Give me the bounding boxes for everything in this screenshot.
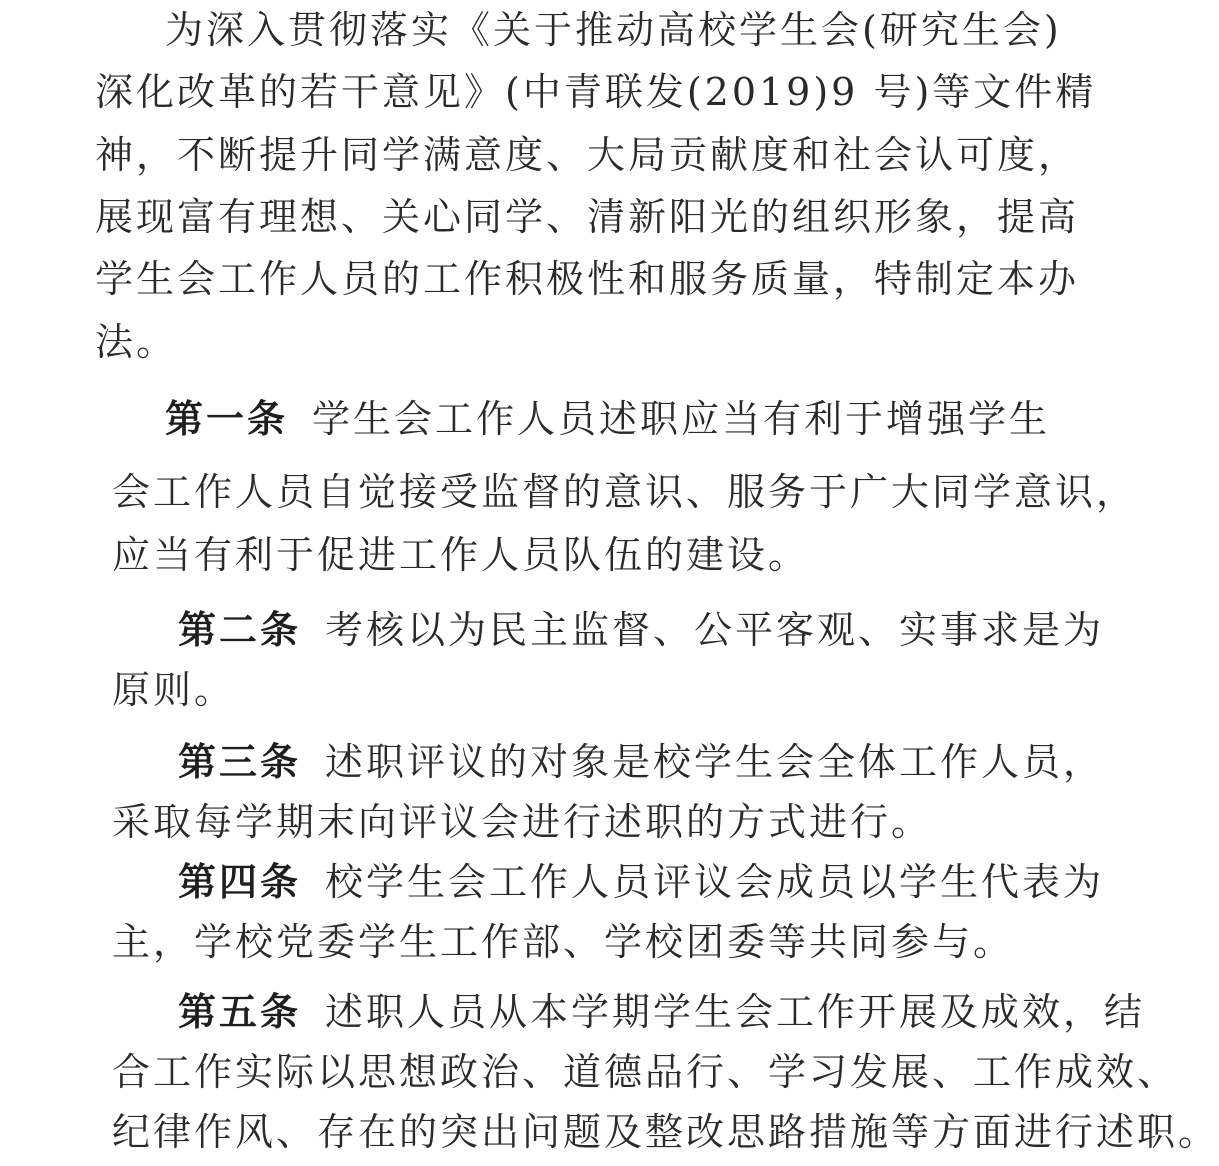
article-heading: 第一条	[165, 396, 289, 441]
article-heading: 第二条	[178, 607, 302, 652]
article-text: 校学生会工作人员评议会成员以学生代表为	[325, 860, 1105, 904]
article-line: 原则。	[112, 668, 236, 712]
article-text: 学生会工作人员述职应当有利于增强学生	[312, 397, 1051, 441]
article-line: 纪律作风、存在的突出问题及整改思路措施等方面进行述职。	[112, 1110, 1219, 1154]
article-first-line	[178, 608, 1104, 652]
intro-line: 法。	[95, 320, 178, 364]
intro-line: 学生会工作人员的工作积极性和服务质量，特制定本办	[95, 257, 1080, 301]
intro-line: 为深入贯彻落实《关于推动高校学生会(研究生会)	[165, 8, 1062, 52]
article-heading: 第三条	[178, 739, 302, 784]
article-first-line	[178, 990, 1145, 1034]
article-first-line	[178, 860, 1104, 904]
article-line: 主，学校党委学生工作部、学校团委等共同参与。	[112, 920, 1015, 964]
article-first-line	[178, 740, 1104, 784]
intro-line: 神，不断提升同学满意度、大局贡献度和社会认可度，	[95, 133, 1080, 177]
article-text: 述职人员从本学期学生会工作开展及成效，结	[325, 990, 1146, 1034]
article-heading: 第四条	[178, 859, 302, 904]
article-line: 会工作人员自觉接受监督的意识、服务于广大同学意识，	[112, 470, 1138, 514]
article-text: 考核以为民主监督、公平客观、实事求是为	[325, 608, 1105, 652]
article-line: 合工作实际以思想政治、道德品行、学习发展、工作成效、	[112, 1050, 1179, 1094]
article-text: 述职评议的对象是校学生会全体工作人员，	[325, 740, 1105, 784]
article-line: 采取每学期末向评议会进行述职的方式进行。	[112, 800, 933, 844]
article-line: 应当有利于促进工作人员队伍的建设。	[112, 533, 810, 577]
intro-line: 展现富有理想、关心同学、清新阳光的组织形象，提高	[95, 195, 1080, 239]
article-heading: 第五条	[178, 989, 302, 1034]
article-first-line	[165, 397, 1050, 441]
intro-line: 深化改革的若干意见》(中青联发(2019)9 号)等文件精	[95, 70, 1097, 114]
